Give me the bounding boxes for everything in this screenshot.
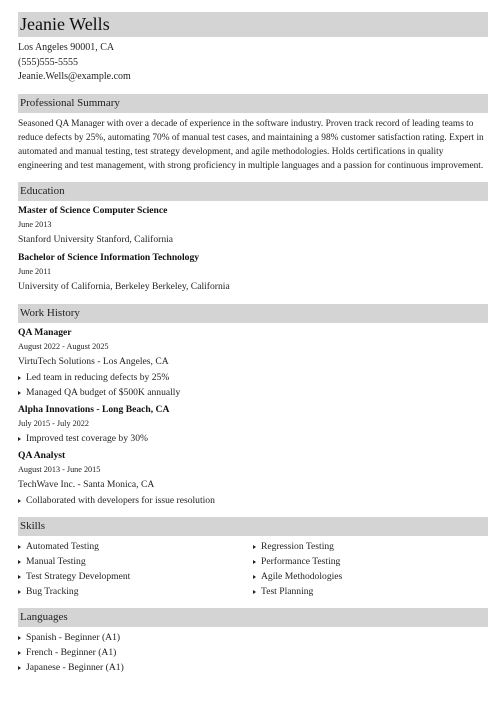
language: Spanish - Beginner (A1) bbox=[26, 631, 121, 643]
job-title: Alpha Innovations - Long Beach, CA bbox=[18, 403, 170, 415]
education-entry bbox=[18, 204, 488, 248]
degree: Master of Science Computer Science bbox=[18, 204, 168, 216]
job-entry bbox=[18, 403, 488, 446]
skill: Test Strategy Development bbox=[26, 570, 131, 582]
job-title: QA Analyst bbox=[18, 449, 66, 461]
bullet-icon bbox=[18, 499, 21, 503]
contact-block bbox=[18, 41, 488, 85]
summary-text: Seasoned QA Manager with over a decade of experience in the software industry. Proven track record of leading teams to reduce defects by 25%, automating 70% of manual test cases, and maintaining a 98% customer satisfaction rating. Expert in automated and manual testing, test strategy development, and agile methodologies. Holds certifications in quality engineering and test management, with strong proficiency in multiple languages and a passion for continuous improvement. bbox=[18, 118, 484, 171]
list-item bbox=[18, 539, 253, 554]
skills-heading: Skills bbox=[18, 517, 488, 536]
skill: Agile Methodologies bbox=[261, 570, 343, 582]
bullet-icon bbox=[18, 437, 21, 441]
bullet-icon bbox=[18, 651, 21, 655]
job-date: July 2015 - July 2022 bbox=[18, 418, 89, 428]
degree: Bachelor of Science Information Technology bbox=[18, 251, 200, 263]
summary-heading: Professional Summary bbox=[18, 94, 488, 113]
list-item bbox=[18, 569, 253, 584]
job-bullets bbox=[18, 493, 488, 508]
job-bullets bbox=[18, 370, 488, 400]
languages-heading: Languages bbox=[18, 608, 488, 627]
bullet-icon bbox=[253, 560, 256, 564]
list-item bbox=[18, 385, 488, 400]
skill: Automated Testing bbox=[26, 540, 99, 552]
degree-date: June 2013 bbox=[18, 219, 52, 229]
job-company: TechWave Inc. - Santa Monica, CA bbox=[18, 478, 155, 490]
language: Japanese - Beginner (A1) bbox=[26, 661, 124, 673]
phone: (555)555-5555 bbox=[18, 56, 78, 68]
job-date: August 2022 - August 2025 bbox=[18, 341, 109, 351]
bullet-icon bbox=[18, 391, 21, 395]
language: French - Beginner (A1) bbox=[26, 646, 117, 658]
bullet-icon bbox=[18, 636, 21, 640]
school: University of California, Berkeley Berkeley, California bbox=[18, 280, 230, 292]
list-item bbox=[18, 431, 488, 446]
bullet-text: Managed QA budget of $500K annually bbox=[26, 386, 181, 398]
candidate-name: Jeanie Wells bbox=[18, 12, 488, 37]
list-item bbox=[18, 645, 488, 660]
languages-list bbox=[18, 630, 488, 675]
list-item bbox=[18, 584, 253, 599]
bullet-icon bbox=[18, 666, 21, 670]
list-item bbox=[18, 660, 488, 675]
bullet-icon bbox=[18, 560, 21, 564]
skill: Bug Tracking bbox=[26, 585, 79, 597]
bullet-icon bbox=[18, 376, 21, 380]
job-date: August 2013 - June 2015 bbox=[18, 464, 101, 474]
skill: Test Planning bbox=[261, 585, 314, 597]
bullet-icon bbox=[253, 590, 256, 594]
email: Jeanie.Wells@example.com bbox=[18, 71, 131, 82]
resume-page bbox=[0, 12, 500, 716]
job-company: VirtuTech Solutions - Los Angeles, CA bbox=[18, 355, 169, 367]
bullet-text: Improved test coverage by 30% bbox=[26, 432, 149, 444]
list-item bbox=[253, 569, 488, 584]
bullet-icon bbox=[18, 575, 21, 579]
bullet-text: Led team in reducing defects by 25% bbox=[26, 371, 170, 383]
education-heading: Education bbox=[18, 182, 488, 201]
list-item bbox=[253, 539, 488, 554]
work-history-heading: Work History bbox=[18, 304, 488, 323]
bullet-icon bbox=[18, 545, 21, 549]
bullet-icon bbox=[253, 545, 256, 549]
list-item bbox=[18, 370, 488, 385]
bullet-icon bbox=[18, 590, 21, 594]
degree-date: June 2011 bbox=[18, 266, 52, 276]
bullet-text: Collaborated with developers for issue resolution bbox=[26, 494, 215, 506]
list-item bbox=[18, 630, 488, 645]
job-bullets bbox=[18, 431, 488, 446]
school: Stanford University Stanford, California bbox=[18, 233, 174, 245]
job-entry bbox=[18, 326, 488, 400]
job-entry bbox=[18, 449, 488, 508]
skill: Performance Testing bbox=[261, 555, 341, 567]
address: Los Angeles 90001, CA bbox=[18, 42, 115, 53]
job-title: QA Manager bbox=[18, 326, 72, 338]
list-item bbox=[253, 584, 488, 599]
list-item bbox=[18, 493, 488, 508]
skill: Manual Testing bbox=[26, 555, 86, 567]
list-item bbox=[18, 554, 253, 569]
skills-right-column bbox=[253, 539, 488, 599]
skills-left-column bbox=[18, 539, 253, 599]
list-item bbox=[253, 554, 488, 569]
education-entry bbox=[18, 251, 488, 295]
bullet-icon bbox=[253, 575, 256, 579]
skill: Regression Testing bbox=[261, 540, 334, 552]
skills-grid bbox=[18, 539, 488, 599]
